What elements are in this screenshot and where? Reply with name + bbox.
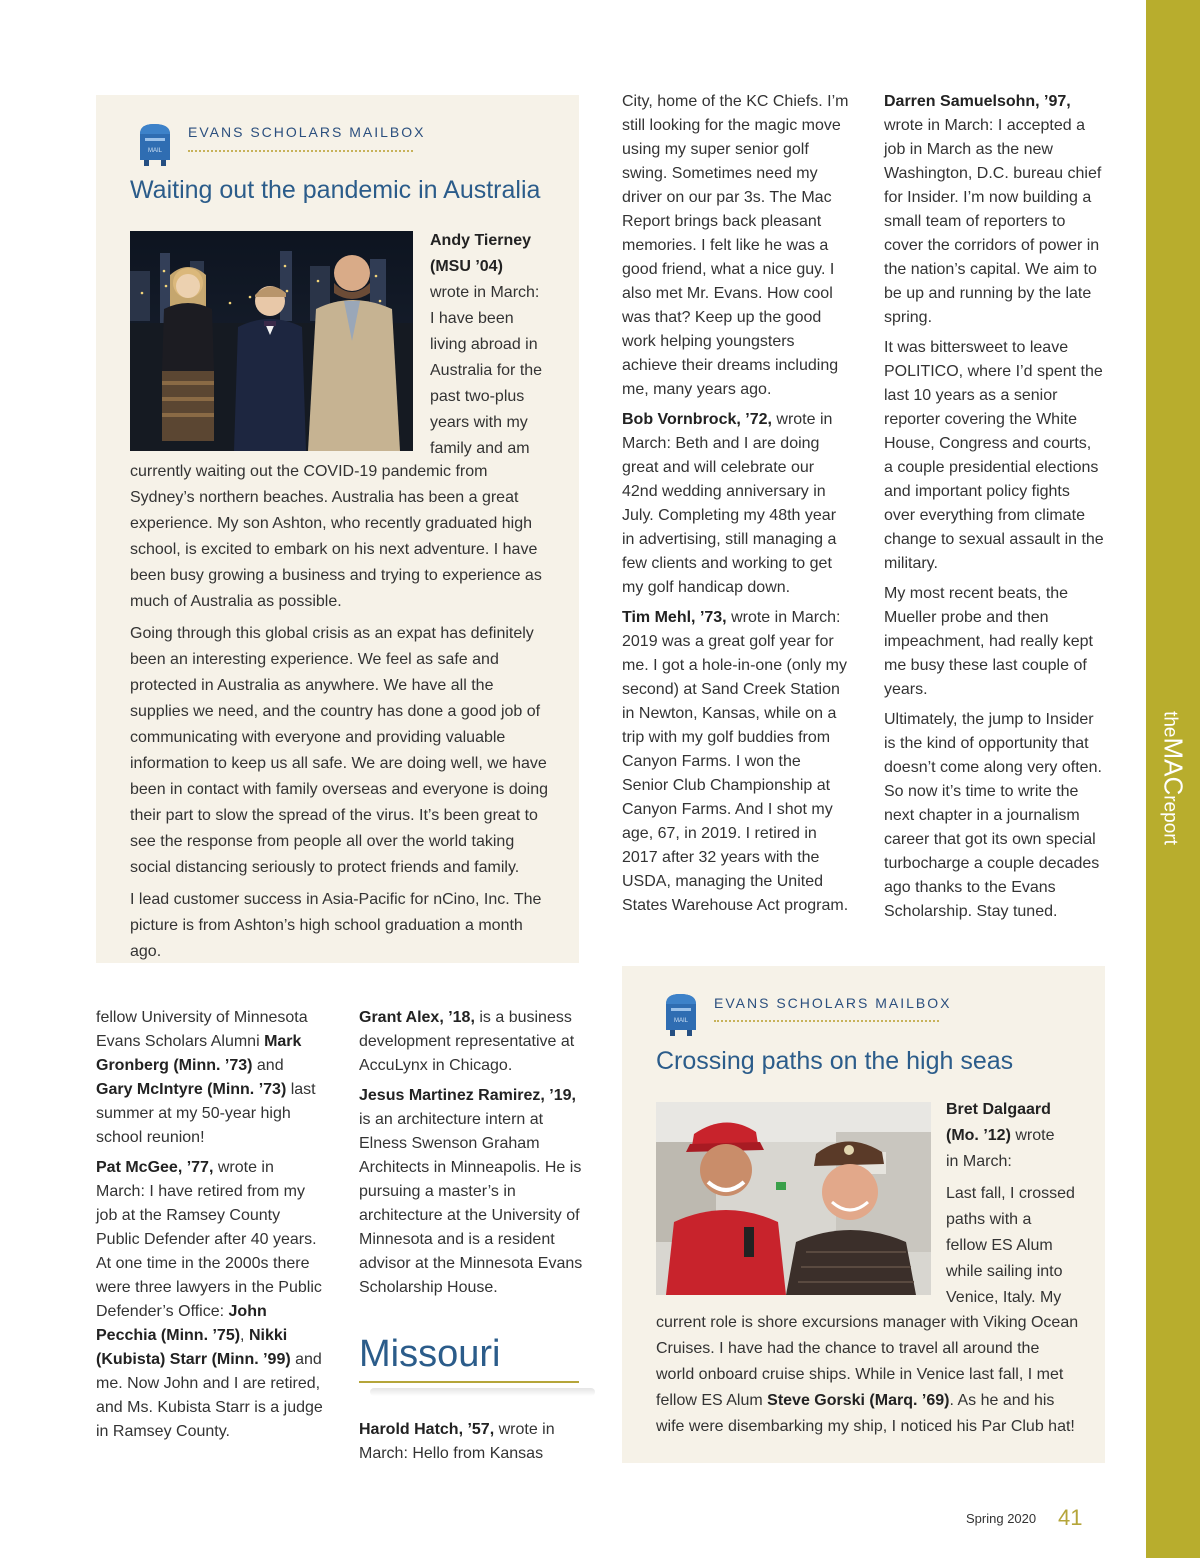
column-4 bbox=[884, 90, 1104, 930]
entry-vornbrock: Bob Vornbrock, ’72, wrote in March: Beth and I are doing great and will celebrate our 42nd wedding anniversary in July. Completing my 48th year in advertising, still managing a few clients and working to get my golf handicap down. bbox=[622, 411, 837, 596]
story2-author-column bbox=[946, 1097, 1096, 1311]
issue-date: Spring 2020 bbox=[966, 1511, 1037, 1526]
svg-text:MAIL: MAIL bbox=[673, 1018, 689, 1024]
paragraph: It was bittersweet to leave POLITICO, where I’d spent the last 10 years as a senior reporter covering the White House, Congress and courts, a couple presidential elections and important policy fights over everything from climate change to sexual assault in the military. bbox=[884, 339, 1104, 572]
cruise-photo bbox=[656, 1102, 931, 1295]
entry-reunion: fellow University of Minnesota Evans Scholars Alumni Mark Gronberg (Minn. ’73) and Gary McIntyre (Minn. ’73) last summer at my 50-year high school reunion! bbox=[96, 1009, 316, 1146]
author-name: Andy Tierney bbox=[430, 232, 532, 249]
paragraph: currently waiting out the COVID-19 pandemic from Sydney’s northern beaches. Australia has been a great experience. My son Ashton, who recently graduated high school, is excited to embark on his next adventure. I have been busy growing a business and trying to experience as much of Australia as possible. bbox=[130, 463, 542, 610]
author-class: (Mo. ’12) bbox=[946, 1127, 1011, 1144]
author-class: (MSU ’04) bbox=[430, 258, 503, 275]
side-line: fellow ES Alum bbox=[946, 1237, 1053, 1254]
author-name: Bret Dalgaard bbox=[946, 1101, 1051, 1118]
mailbox-icon bbox=[136, 120, 176, 168]
side-line: wrote in March: bbox=[430, 284, 540, 301]
paragraph: current role is shore excursions manager with Viking Ocean Cruises. I have had the chance to travel all around the world onboard cruise ships. While in Venice last fall, I met fellow ES Alum Steve Gorski (Marq. ’69). As he and his wife were disembarking my ship, I noticed his Par Club hat! bbox=[656, 1314, 1079, 1435]
dotted-divider bbox=[714, 1020, 939, 1022]
mailbox-icon bbox=[662, 990, 702, 1038]
column-1 bbox=[96, 1006, 324, 1450]
alumni-name: Grant Alex, ’18, bbox=[359, 1009, 475, 1026]
alumni-name: John Pecchia (Minn. ’75) bbox=[96, 1303, 267, 1344]
paragraph: Ultimately, the jump to Insider is the kind of opportunity that doesn’t come along very often. So now it’s time to write the next chapter in a journalism career that got its own special turbocharge a couple decades ago thanks to the Evans Scholarship. Stay tuned. bbox=[884, 711, 1102, 920]
side-line: in March: bbox=[946, 1153, 1012, 1170]
magazine-brand: theMACreport bbox=[1158, 711, 1189, 845]
entry-alex: Grant Alex, ’18, is a business development representative at AccuLynx in Chicago. bbox=[359, 1009, 575, 1074]
section-label: EVANS SCHOLARS MAILBOX bbox=[714, 995, 952, 1011]
page-number: 41 bbox=[1058, 1505, 1083, 1530]
side-line: living abroad in bbox=[430, 336, 538, 353]
entry-samuelsohn: Darren Samuelsohn, ’97, wrote in March: I accepted a job in March as the new Washington, D.C. bureau chief for Insider. I’m now building a small team of reporters to cover the corridors of power in the nation’s capital. We aim to be up and running by the late spring. bbox=[884, 93, 1102, 326]
section-label: EVANS SCHOLARS MAILBOX bbox=[188, 124, 426, 140]
side-line: Venice, Italy. My bbox=[946, 1289, 1062, 1306]
alumni-name: Darren Samuelsohn, ’97, bbox=[884, 93, 1071, 110]
entry-ramirez: Jesus Martinez Ramirez, ’19, is an architecture intern at Elness Swenson Graham Architects in Minneapolis. He is pursuing a master’s in architecture at the University of Minnesota and is a resident advisor at the Minnesota Evans Scholarship House. bbox=[359, 1087, 583, 1296]
paragraph: Going through this global crisis as an expat has definitely been an interesting experience. We feel as safe and protected in Australia as anywhere. We have all the supplies we need, and the country has done a good job of communicating with everyone and providing valuable information to keep us all safe. We are doing well, we have been in contact with family overseas and everyone is doing their part to slow the spread of the virus. It’s been great to see the response from people all over the world taking social distancing seriously to protect friends and family. bbox=[130, 625, 549, 876]
entry-mehl: Tim Mehl, ’73, wrote in March: 2019 was a great golf year for me. I got a hole-in-one (only my second) at Sand Creek Station in Newton, Kansas, while on a trip with my golf buddies from Canyon Farms. I won the Senior Club Championship at Canyon Farms. And I shot my age, 67, in 2019. I retired in 2017 after 32 years with the USDA, managing the United States Warehouse Act program. bbox=[622, 609, 849, 914]
entry-mcgee: Pat McGee, ’77, wrote in March: I have retired from my job at the Ramsey County Public Defender after 40 years. At one time in the 2000s there were three lawyers in the Public Defender’s Office: John Pecchia (Minn. ’75), Nikki (Kubista) Starr (Minn. ’99) and me. Now John and I are retired, and Ms. Kubista Starr is a judge in Ramsey County. bbox=[96, 1159, 323, 1440]
alumni-name: Jesus Martinez Ramirez, ’19, bbox=[359, 1087, 576, 1104]
alumni-name: Mark Gronberg (Minn. ’73) bbox=[96, 1033, 302, 1074]
entry-hatch: Harold Hatch, ’57, wrote in March: Hello from Kansas bbox=[359, 1421, 555, 1462]
paragraph: I lead customer success in Asia-Pacific for nCino, Inc. The picture is from Ashton’s high school graduation a month ago. bbox=[130, 891, 542, 960]
state-rule bbox=[359, 1381, 579, 1383]
side-line: past two-plus bbox=[430, 388, 525, 405]
story-headline: Waiting out the pandemic in Australia bbox=[130, 176, 541, 204]
side-line: Australia for the bbox=[430, 362, 543, 379]
side-line: I have been bbox=[430, 310, 514, 327]
side-line: while sailing into bbox=[946, 1263, 1063, 1280]
side-line: years with my bbox=[430, 414, 528, 431]
alumni-name: Nikki (Kubista) Starr (Minn. ’99) bbox=[96, 1327, 291, 1368]
side-line: paths with a bbox=[946, 1211, 1032, 1228]
state-heading: Missouri bbox=[359, 1333, 501, 1375]
state-rule-shadow bbox=[370, 1388, 595, 1396]
alumni-name: Pat McGee, ’77, bbox=[96, 1159, 214, 1176]
alumni-name: Steve Gorski (Marq. ’69) bbox=[767, 1392, 950, 1409]
side-line: Last fall, I crossed bbox=[946, 1185, 1075, 1202]
story2-body bbox=[656, 1310, 1081, 1446]
dotted-divider bbox=[188, 150, 413, 152]
column-2 bbox=[359, 1006, 584, 1306]
paragraph: My most recent beats, the Mueller probe and then impeachment, had really kept me busy these last couple of years. bbox=[884, 585, 1093, 698]
alumni-name: Tim Mehl, ’73, bbox=[622, 609, 727, 626]
story1-body bbox=[130, 459, 555, 971]
svg-text:MAIL: MAIL bbox=[147, 148, 163, 154]
story1-author-column bbox=[430, 228, 570, 462]
column-3 bbox=[622, 90, 850, 924]
story-headline: Crossing paths on the high seas bbox=[656, 1047, 1014, 1075]
alumni-name: Gary McIntyre (Minn. ’73) bbox=[96, 1081, 287, 1098]
paragraph: City, home of the KC Chiefs. I’m still looking for the magic move using my super senior golf swing. Sometimes need my driver on our par 3s. The Mac Report brings back pleasant memories. I felt like he was a good friend, what a nice guy. I also met Mr. Evans. How cool was that? Keep up the good work helping youngsters achieve their dreams including me, many years ago. bbox=[622, 93, 849, 398]
author-line: (Mo. ’12) wrote bbox=[946, 1127, 1055, 1144]
alumni-name: Harold Hatch, ’57, bbox=[359, 1421, 495, 1438]
alumni-name: Bob Vornbrock, ’72, bbox=[622, 411, 772, 428]
graduation-photo bbox=[130, 231, 413, 451]
side-line: family and am bbox=[430, 440, 530, 457]
